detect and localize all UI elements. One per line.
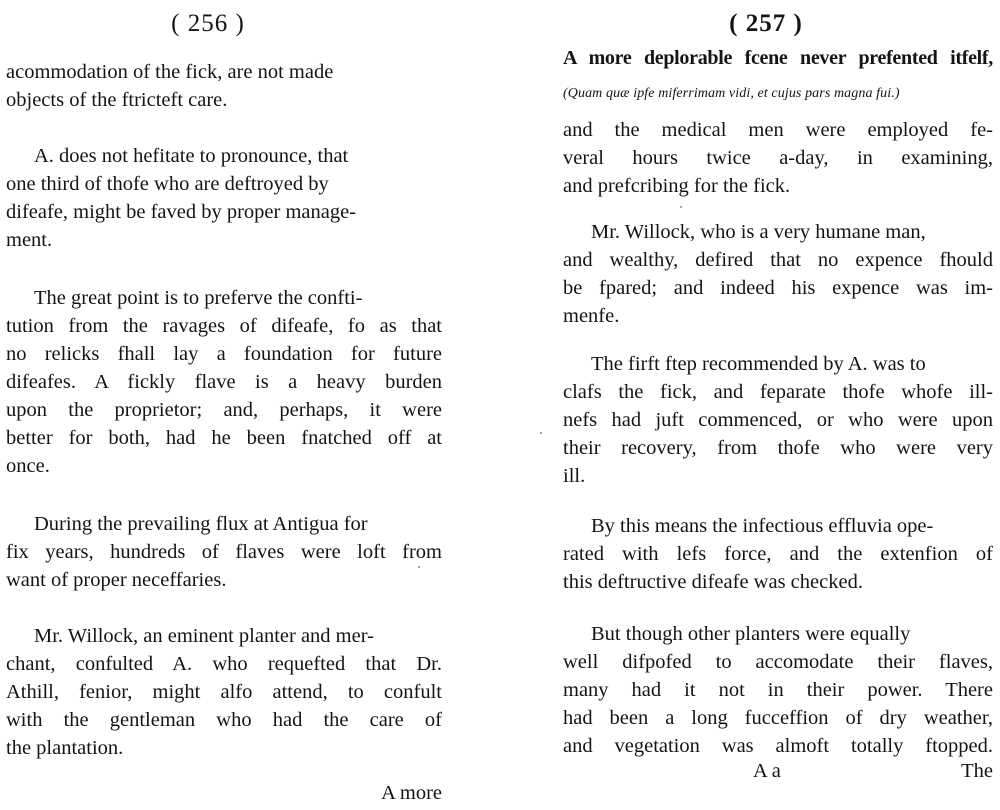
page-number: ( 257 ) — [729, 10, 803, 37]
text-line: fix years, hundreds of flaves were loft from — [6, 541, 442, 563]
text-line: ment. — [6, 229, 53, 251]
paragraph-continued — [563, 648, 993, 760]
text-line: chant, confulted A. who requefted that Dr. — [6, 653, 442, 675]
paragraph — [6, 284, 470, 312]
paragraph-continued — [6, 650, 442, 762]
text-line: be fpared; and indeed his expence was im- — [563, 277, 993, 299]
text-line: once. — [6, 455, 50, 477]
text-line: and prefcribing for the fick. — [563, 175, 791, 197]
text-line: ill. — [563, 465, 586, 487]
text-line: one third of thofe who are deftroyed by — [6, 173, 329, 195]
text-line: objects of the ftricteft care. — [6, 89, 228, 111]
paragraph — [6, 58, 442, 114]
paragraph-continued — [563, 246, 993, 330]
text-line: difeafes. A fickly flave is a heavy burden — [6, 371, 442, 393]
text-line: The great point is to preferve the confti- — [34, 287, 363, 309]
paragraph — [563, 350, 1000, 378]
paragraph — [6, 142, 470, 170]
signature-mark: A a — [753, 760, 781, 782]
paper-speck — [680, 206, 682, 208]
paper-speck — [540, 432, 542, 434]
paragraph — [563, 620, 1000, 648]
text-line: and the medical men were employed fe- — [563, 119, 993, 141]
text-line: Mr. Willock, who is a very humane man, — [591, 221, 926, 243]
text-line: better for both, had he been fnatched off at — [6, 427, 442, 449]
text-line: A. does not hefitate to pronounce, that — [34, 145, 349, 167]
catchword: The — [961, 760, 993, 782]
text-line: their recovery, from thofe who were very — [563, 437, 993, 459]
paragraph — [6, 510, 470, 538]
opening-line: A more deplorable fcene never prefented itfelf, — [563, 47, 993, 69]
text-line: tution from the ravages of difeafe, fo as that — [6, 315, 442, 337]
paragraph — [563, 218, 1000, 246]
text-line: During the prevailing flux at Antigua for — [34, 513, 368, 535]
text-line: difeafe, might be faved by proper manage- — [6, 201, 357, 223]
text-line: want of proper neceffaries. — [6, 569, 227, 591]
text-line: veral hours twice a-day, in examining, — [563, 147, 993, 169]
text-line: rated with lefs force, and the extenfion of — [563, 543, 993, 565]
page-number: ( 256 ) — [171, 10, 245, 37]
text-line: and vegetation was almoft totally ftopped. — [563, 735, 993, 757]
paragraph-continued — [6, 312, 442, 480]
text-line: this deftructive difeafe was checked. — [563, 571, 863, 593]
paragraph-continued — [6, 538, 442, 594]
catchword: A more — [381, 782, 442, 804]
text-line: The firft ftep recommended by A. was to — [591, 353, 926, 375]
text-line: the plantation. — [6, 737, 124, 759]
text-line: had been a long fucceffion of dry weather, — [563, 707, 993, 729]
paragraph-continued — [563, 378, 993, 490]
text-line: menfe. — [563, 305, 620, 327]
text-line: well difpofed to accomodate their flaves, — [563, 651, 993, 673]
text-line: acommodation of the fick, are not made — [6, 61, 334, 83]
latin-quote: (Quam quæ ipfe miferrimam vidi, et cujus pars magna fui.) — [563, 86, 900, 101]
text-line: no relicks fhall lay a foundation for future — [6, 343, 442, 365]
text-line: with the gentleman who had the care of — [6, 709, 442, 731]
text-line: By this means the infectious effluvia ope- — [591, 515, 934, 537]
text-line: Mr. Willock, an eminent planter and mer- — [34, 625, 374, 647]
text-line: upon the proprietor; and, perhaps, it were — [6, 399, 442, 421]
paragraph — [563, 512, 1000, 540]
paragraph — [6, 622, 470, 650]
text-line: Athill, fenior, might alfo attend, to confult — [6, 681, 442, 703]
text-line: and wealthy, defired that no expence fhould — [563, 249, 993, 271]
paper-speck — [418, 566, 420, 568]
paragraph-continued — [6, 170, 442, 254]
text-line: many had it not in their power. There — [563, 679, 993, 701]
text-line: clafs the fick, and feparate thofe whofe ill- — [563, 381, 993, 403]
text-line: nefs had juft commenced, or who were upon — [563, 409, 993, 431]
paragraph-continued — [563, 116, 993, 200]
text-line: But though other planters were equally — [591, 623, 911, 645]
paragraph-continued — [563, 540, 993, 596]
